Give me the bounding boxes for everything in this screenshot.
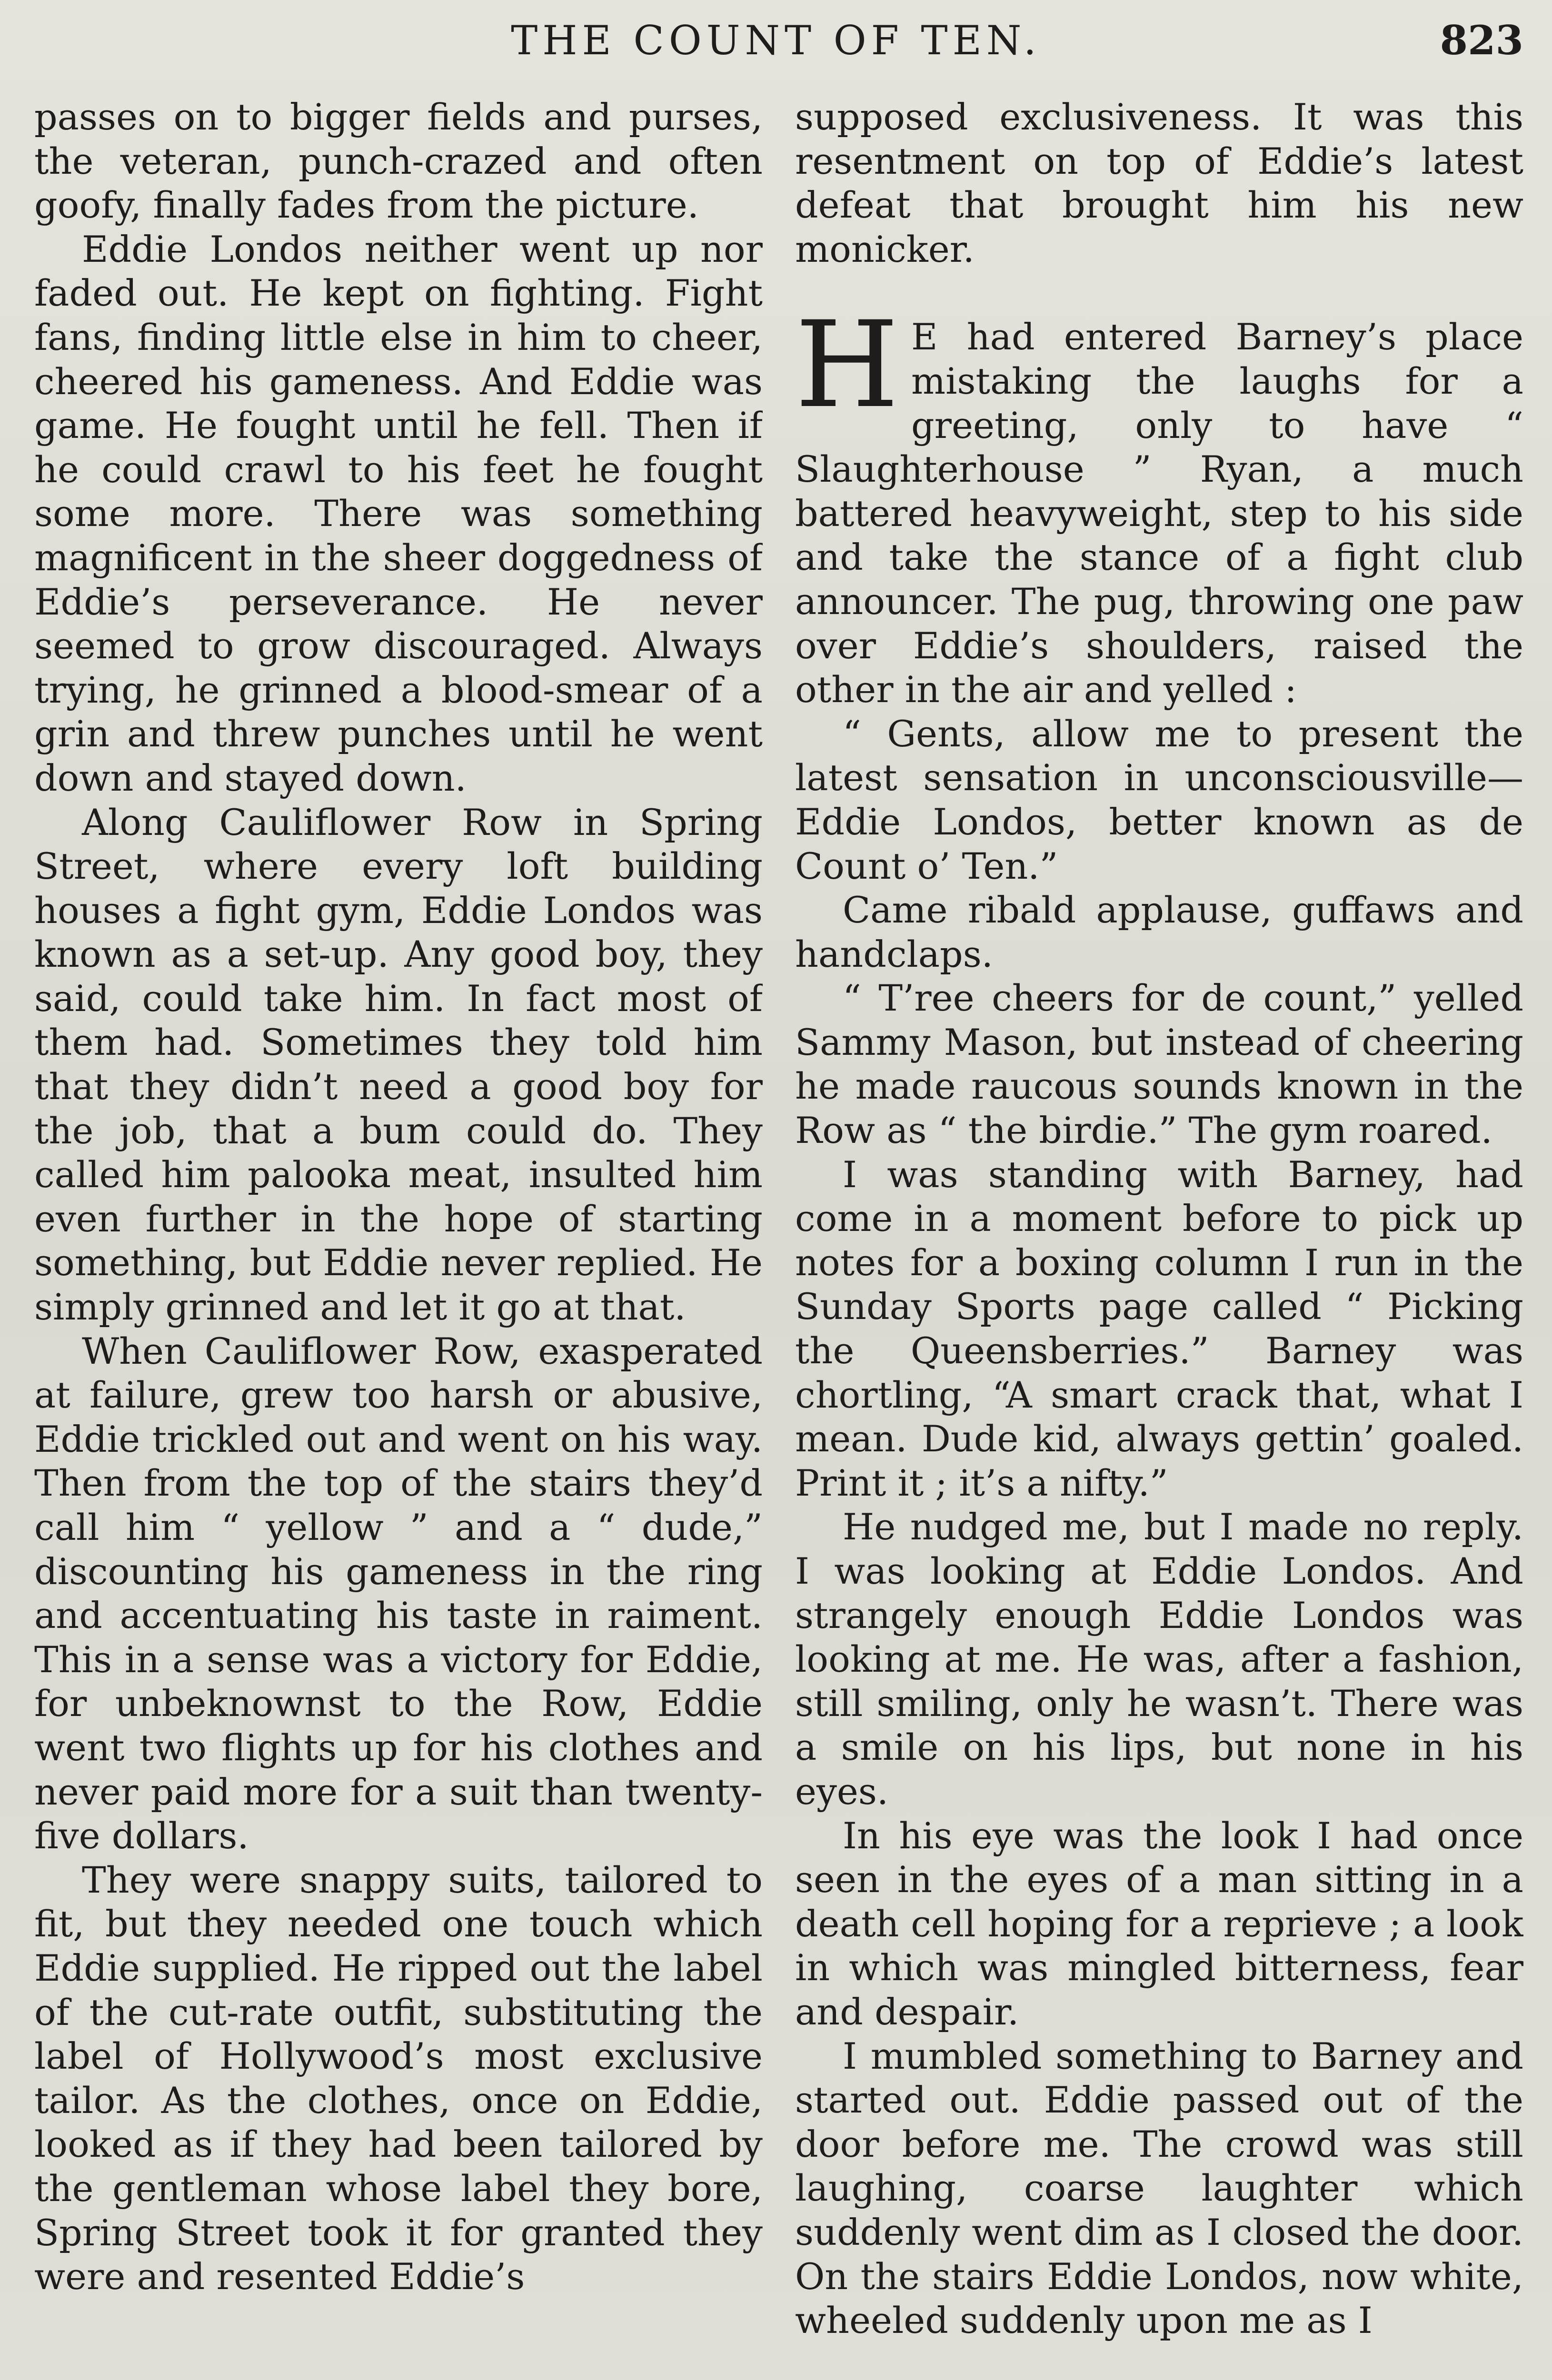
running-title: THE COUNT OF TEN. xyxy=(511,17,1041,64)
paragraph: In his eye was the look I had once seen in the eyes of a man sitting in a death cell hoping for a reprieve ; a look in which was mingled bitterness, fear and despair. xyxy=(795,1814,1523,2033)
paragraph: Along Cauliflower Row in Spring Street, where every loft building houses a fight gym, Eddie Londos was known as a set-up. Any good boy, they said, could take him. In fact most of them had. Sometimes they told him that they didn’t need a good boy for the job, that a bum could do. They called him palooka meat, insulted him even further in the hope of starting something, but Eddie never replied. He simply grinned and let it go at that. xyxy=(34,801,763,1329)
paragraph: “ Gents, allow me to present the latest sensation in unconsciousville—Eddie Londos, better known as de Count o’ Ten.” xyxy=(795,712,1523,887)
paragraph: “ T’ree cheers for de count,” yelled Sammy Mason, but instead of cheering he made raucous sounds known in the Row as “ the birdie.” The gym roared. xyxy=(795,977,1523,1152)
paragraph: Came ribald applause, guffaws and handclaps. xyxy=(795,889,1523,975)
paragraph: He nudged me, but I made no reply. I was looking at Eddie Londos. And strangely enough Eddie Londos was looking at me. He was, after a fashion, still smiling, only he wasn’t. There was a smile on his lips, but none in his eyes. xyxy=(795,1506,1523,1813)
paragraph: passes on to bigger fields and purses, the veteran, punch-crazed and often goofy, finally fades from the picture. xyxy=(34,96,763,227)
drop-cap: H xyxy=(795,296,899,435)
dropcap-paragraph xyxy=(795,296,1523,712)
left-column xyxy=(34,95,763,2380)
paragraph-text: E had entered Barney’s place mistaking the laughs for a greeting, only to have “ Slaughterhouse ” Ryan, a much battered heavyweight, step to his side and take the stance of a fight club announcer. The pug, throwing one paw over Eddie’s shoulders, raised the other in the air and yelled : xyxy=(795,316,1523,711)
paragraph: I mumbled something to Barney and started out. Eddie passed out of the door before me. The crowd was still laughing, coarse laughter which suddenly went dim as I closed the door. On the stairs Eddie Londos, now white, wheeled suddenly upon me as I xyxy=(795,2034,1523,2342)
right-column xyxy=(795,95,1523,2380)
paragraph: supposed exclusiveness. It was this resentment on top of Eddie’s latest defeat that brought him his new monicker. xyxy=(795,96,1523,270)
page-number: 823 xyxy=(1440,17,1523,64)
paragraph: Eddie Londos neither went up nor faded out. He kept on fighting. Fight fans, finding little else in him to cheer, cheered his gameness. And Eddie was game. He fought until he fell. Then if he could crawl to his feet he fought some more. There was something magnificent in the sheer doggedness of Eddie’s perseverance. He never seemed to grow discouraged. Always trying, he grinned a blood-smear of a grin and threw punches until he went down and stayed down. xyxy=(34,228,763,799)
paragraph: They were snappy suits, tailored to fit, but they needed one touch which Eddie supplied. He ripped out the label of the cut-rate outfit, substituting the label of Hollywood’s most exclusive tailor. As the clothes, once on Eddie, looked as if they had been tailored by the gentleman whose label they bore, Spring Street took it for granted they were and resented Eddie’s xyxy=(34,1858,763,2298)
paragraph: I was standing with Barney, had come in a moment before to pick up notes for a boxing column I run in the Sunday Sports page called “ Picking the Queensberries.” Barney was chortling, “A smart crack that, what I mean. Dude kid, always gettin’ goaled. Print it ; it’s a nifty.” xyxy=(795,1153,1523,1504)
running-header xyxy=(0,14,1552,67)
paragraph: When Cauliflower Row, exasperated at failure, grew too harsh or abusive, Eddie trickled out and went on his way. Then from the top of the stairs they’d call him “ yellow ” and a “ dude,” discounting his gameness in the ring and accentuating his taste in raiment. This in a sense was a victory for Eddie, for unbeknownst to the Row, Eddie went two flights up for his clothes and never paid more for a suit than twenty-five dollars. xyxy=(34,1329,763,1857)
